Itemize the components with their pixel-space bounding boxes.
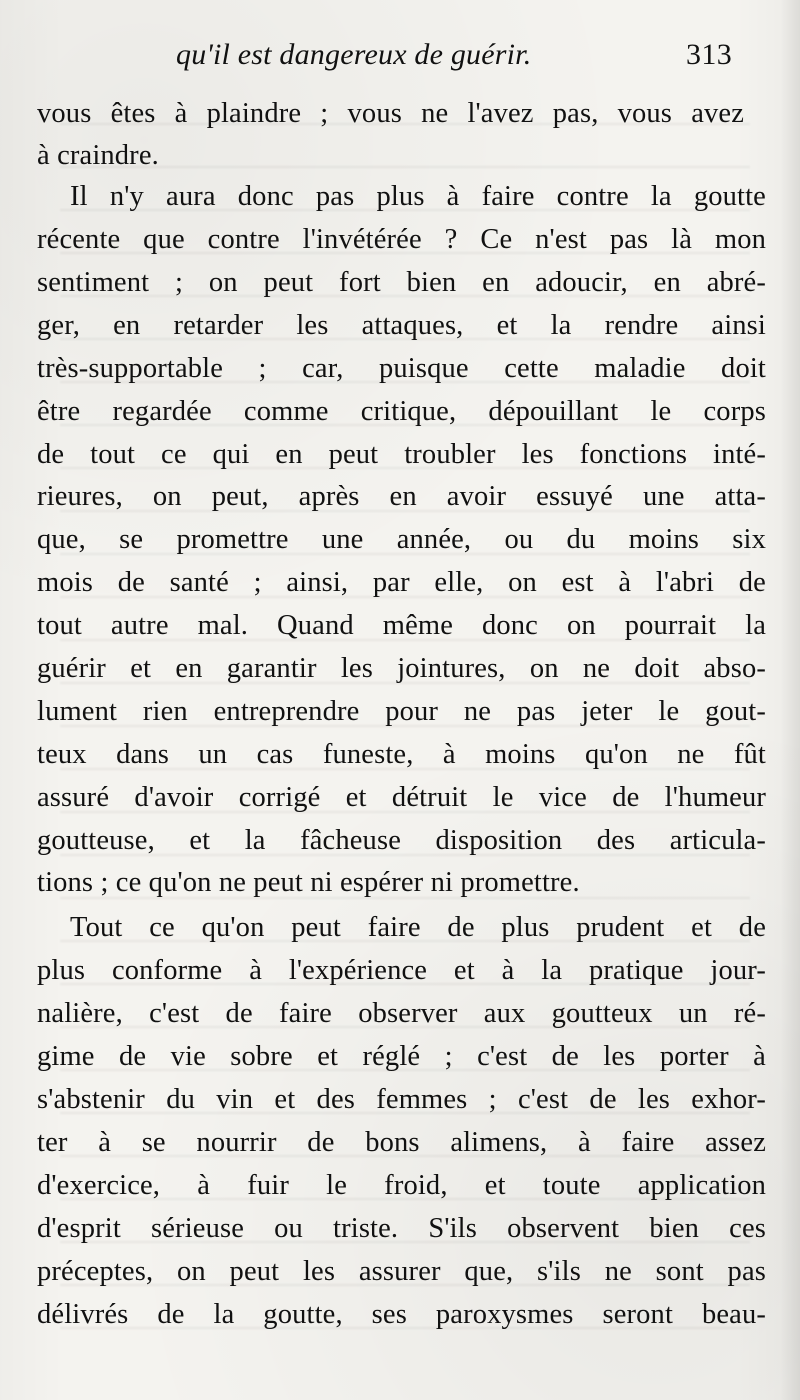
text-line: nalière, c'est de faire observer aux goutteux un ré-	[37, 998, 766, 1029]
text-line: à craindre.	[37, 140, 159, 171]
text-line: récente que contre l'invétérée ? Ce n'est pas là mon	[37, 224, 766, 255]
text-line: être regardée comme critique, dépouillant le corps	[37, 396, 766, 427]
text-line: plus conforme à l'expérience et à la pratique jour-	[37, 955, 766, 986]
text-line: préceptes, on peut les assurer que, s'ils ne sont pas	[37, 1256, 766, 1287]
page-number: 313	[686, 38, 733, 71]
running-title: qu'il est dangereux de guérir.	[176, 38, 532, 71]
text-line: vous êtes à plaindre ; vous ne l'avez pas, vous avez	[37, 98, 744, 129]
text-line: d'exercice, à fuir le froid, et toute application	[37, 1170, 766, 1201]
text-line: gime de vie sobre et réglé ; c'est de les porter à	[37, 1041, 766, 1072]
text-line: de tout ce qui en peut troubler les fonctions inté-	[37, 439, 766, 470]
text-line: ter à se nourrir de bons alimens, à faire assez	[37, 1127, 766, 1158]
text-line: goutteuse, et la fâcheuse disposition des articula-	[37, 825, 766, 856]
text-line: d'esprit sérieuse ou triste. S'ils observent bien ces	[37, 1213, 766, 1244]
text-line: rieures, on peut, après en avoir essuyé une atta-	[37, 481, 766, 512]
text-line: guérir et en garantir les jointures, on ne doit abso-	[37, 653, 766, 684]
text-line: s'abstenir du vin et des femmes ; c'est de les exhor-	[37, 1084, 766, 1115]
text-line: sentiment ; on peut fort bien en adoucir, en abré-	[37, 267, 766, 298]
text-line: que, se promettre une année, ou du moins six	[37, 524, 766, 555]
text-line: tout autre mal. Quand même donc on pourrait la	[37, 610, 766, 641]
text-line: délivrés de la goutte, ses paroxysmes seront beau-	[37, 1299, 766, 1330]
text-line: lument rien entreprendre pour ne pas jeter le gout-	[37, 696, 766, 727]
text-line: assuré d'avoir corrigé et détruit le vice de l'humeur	[37, 782, 766, 813]
paragraph-first-line: Il n'y aura donc pas plus à faire contre la goutte	[70, 181, 766, 212]
paragraph-first-line: Tout ce qu'on peut faire de plus prudent et de	[70, 912, 766, 943]
text-line: ger, en retarder les attaques, et la rendre ainsi	[37, 310, 766, 341]
text-line: très-supportable ; car, puisque cette maladie doit	[37, 353, 766, 384]
text-line: teux dans un cas funeste, à moins qu'on ne fût	[37, 739, 766, 770]
text-line: mois de santé ; ainsi, par elle, on est à l'abri de	[37, 567, 766, 598]
text-line: tions ; ce qu'on ne peut ni espérer ni promettre.	[37, 867, 580, 898]
